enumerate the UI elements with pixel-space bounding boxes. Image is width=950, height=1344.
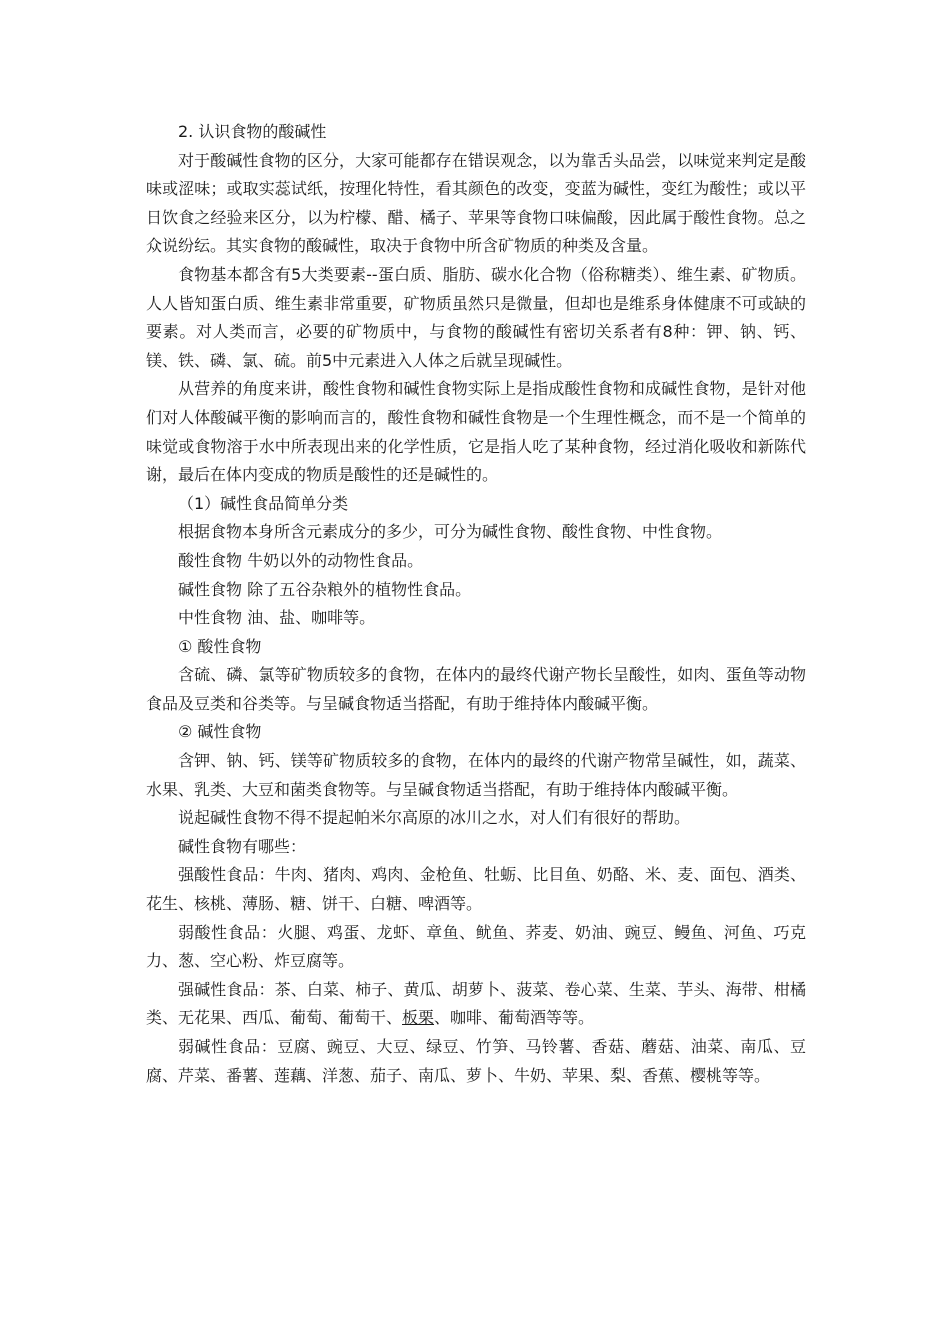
paragraph-weak-alkaline: 弱碱性食品：豆腐、豌豆、大豆、绿豆、竹笋、马铃薯、香菇、蘑菇、油菜、南瓜、豆腐、芹菜、番薯、莲藕、洋葱、茄子、南瓜、萝卜、牛奶、苹果、梨、香蕉、樱桃等等。 (146, 1037, 806, 1085)
paragraph-acidic-def: 酸性食物 牛奶以外的动物性食品。 (178, 550, 424, 570)
paragraph-alkaline: 含钾、钠、钙、镁等矿物质较多的食物，在体内的最终的代谢产物常呈碱性，如，蔬菜、水果、乳类、大豆和菌类食物等。与呈碱食物适当搭配，有助于维持体内酸碱平衡。 (146, 751, 806, 799)
paragraph-nutrition: 从营养的角度来讲，酸性食物和碱性食物实际上是指成酸性食物和成碱性食物，是针对他们对人体酸碱平衡的影响而言的，酸性食物和碱性食物是一个生理性概念，而不是一个简单的味觉或食物溶于水中所表现出来的化学性质，它是指人吃了某种食物，经过消化吸收和新陈代谢，最后在体内变成的物质是酸性的还是碱性的。 (146, 379, 806, 485)
paragraph-classification: 根据食物本身所含元素成分的多少，可分为碱性食物、酸性食物、中性食物。 (178, 522, 723, 542)
subheading-classification: （1）碱性食品简单分类 (178, 493, 349, 513)
paragraph-minerals: 食物基本都含有5大类要素--蛋白质、脂肪、碳水化合物（俗称糖类）、维生素、矿物质。人人皆知蛋白质、维生素非常重要，矿物质虽然只是微量，但却也是维系身体健康不可或缺的要素。对人类而言，必要的矿物质中，与食物的酸碱性有密切关系者有8种：钾、钠、钙、镁、铁、磷、氯、硫。前5中元素进入人体之后就呈现碱性。 (146, 264, 806, 370)
paragraph-weak-acid: 弱酸性食品：火腿、鸡蛋、龙虾、章鱼、鱿鱼、荞麦、奶油、豌豆、鳗鱼、河鱼、巧克力、葱、空心粉、炸豆腐等。 (146, 922, 806, 971)
strong-alkaline-text-a: 强碱性食品：茶、白菜、柿子、黄瓜、胡萝卜、菠菜、卷心菜、生菜、芋头、海带、柑橘类、无花果、西瓜、葡萄、葡萄干、 (146, 979, 806, 1028)
subheading-alkaline: ② 碱性食物 (178, 722, 262, 742)
paragraph-neutral-def: 中性食物 油、盐、咖啡等。 (178, 608, 376, 628)
section-heading: 2. 认识食物的酸碱性 (178, 122, 327, 141)
paragraph-intro: 对于酸碱性食物的区分，大家可能都存在错误观念，以为靠舌头品尝，以味觉来判定是酸味或涩味；或取实蕊试纸，按理化特性，看其颜色的改变，变蓝为碱性，变红为酸性；或以平日饮食之经验来区分，以为柠檬、醋、橘子、苹果等食物口味偏酸，因此属于酸性食物。总之众说纷纭。其实食物的酸碱性，取决于食物中所含矿物质的种类及含量。 (146, 150, 806, 256)
paragraph-acidic: 含硫、磷、氯等矿物质较多的食物，在体内的最终代谢产物长呈酸性，如肉、蛋鱼等动物食品及豆类和谷类等。与呈碱食物适当搭配，有助于维持体内酸碱平衡。 (146, 665, 806, 713)
paragraph-strong-acid: 强酸性食品：牛肉、猪肉、鸡肉、金枪鱼、牡蛎、比目鱼、奶酪、米、麦、面包、酒类、花生、核桃、薄肠、糖、饼干、白糖、啤酒等。 (146, 865, 806, 914)
paragraph-glacier: 说起碱性食物不得不提起帕米尔高原的冰川之水，对人们有很好的帮助。 (178, 808, 691, 828)
paragraph-strong-alkaline (146, 976, 806, 1033)
document-page (146, 118, 806, 1090)
chestnut-link[interactable]: 板栗 (402, 1008, 435, 1028)
strong-alkaline-text-b: 、咖啡、葡萄酒等等。 (434, 1008, 595, 1028)
paragraph-alkaline-def: 碱性食物 除了五谷杂粮外的植物性食品。 (178, 579, 472, 599)
paragraph-list-intro: 碱性食物有哪些： (178, 836, 307, 856)
subheading-acidic: ① 酸性食物 (178, 636, 262, 656)
